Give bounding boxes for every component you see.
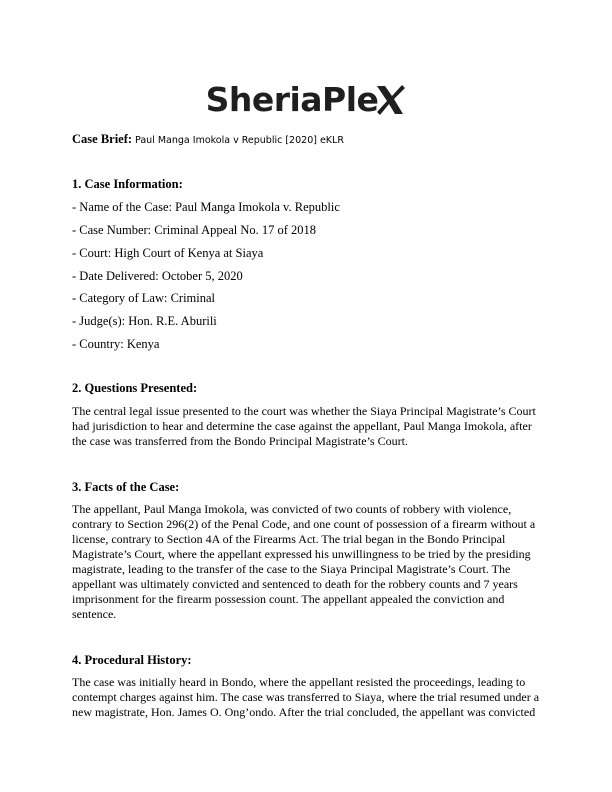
facts-body: The appellant, Paul Manga Imokola, was convicted of two counts of robbery with violence, contrary to Section 296(2) of the Penal Code, and one count of possession of a firearm without a license, contrary to Section 4A of the Firearms Act. The trial began in the Bondo Principal Magistrate’s Court, where the appellant expressed his unwillingness to be tried by the presiding magistrate, leading to the transfer of the case to the Siaya Principal Magistrate’s Court. The appellant was ultimately convicted and sentenced to death for the robbery counts and 7 years imprisonment for the firearm possession count. The appellant appealed the conviction and sentence. [72,502,536,621]
case-brief-title: Paul Manga Imokola v Republic [2020] eKLR [135,135,344,146]
facts-section [72,479,542,495]
logo-text: SheriaPle [205,80,379,119]
case-info-item: - Name of the Case: Paul Manga Imokola v. Republic [72,200,340,214]
case-info-item: - Country: Kenya [72,337,160,351]
questions-presented-body: The central legal issue presented to the court was whether the Siaya Principal Magistrate’s Court had jurisdiction to hear and determine the case against the appellant, Paul Manga Imokola, after the case was transferred from the Bondo Principal Magistrate’s Court. [72,404,536,448]
section-heading: 3. Facts of the Case: [72,480,180,494]
case-info-item: - Judge(s): Hon. R.E. Aburili [72,314,217,328]
sheriaplex-logo [0,80,612,124]
procedural-history-body: The case was initially heard in Bondo, where the appellant resisted the proceedings, leading to contempt charges against him. The case was transferred to Siaya, where the trial resumed under a new magistrate, Hon. James O. Ong’ondo. After the trial concluded, the appellant was convicted [72,675,540,719]
section-heading: 1. Case Information: [72,177,183,191]
section-heading: 2. Questions Presented: [72,381,198,395]
case-info-item: - Case Number: Criminal Appeal No. 17 of 2018 [72,223,317,237]
case-brief-label: Case Brief: [72,132,133,146]
case-info-item: - Date Delivered: October 5, 2020 [72,269,243,283]
case-info-item: - Category of Law: Criminal [72,291,216,305]
logo-x-mark-icon [376,84,406,116]
questions-presented-section [72,380,542,396]
case-brief-line [72,131,552,149]
section-heading: 4. Procedural History: [72,653,192,667]
procedural-history-section [72,652,542,668]
case-information-section [72,176,542,192]
case-info-item: - Court: High Court of Kenya at Siaya [72,246,264,260]
